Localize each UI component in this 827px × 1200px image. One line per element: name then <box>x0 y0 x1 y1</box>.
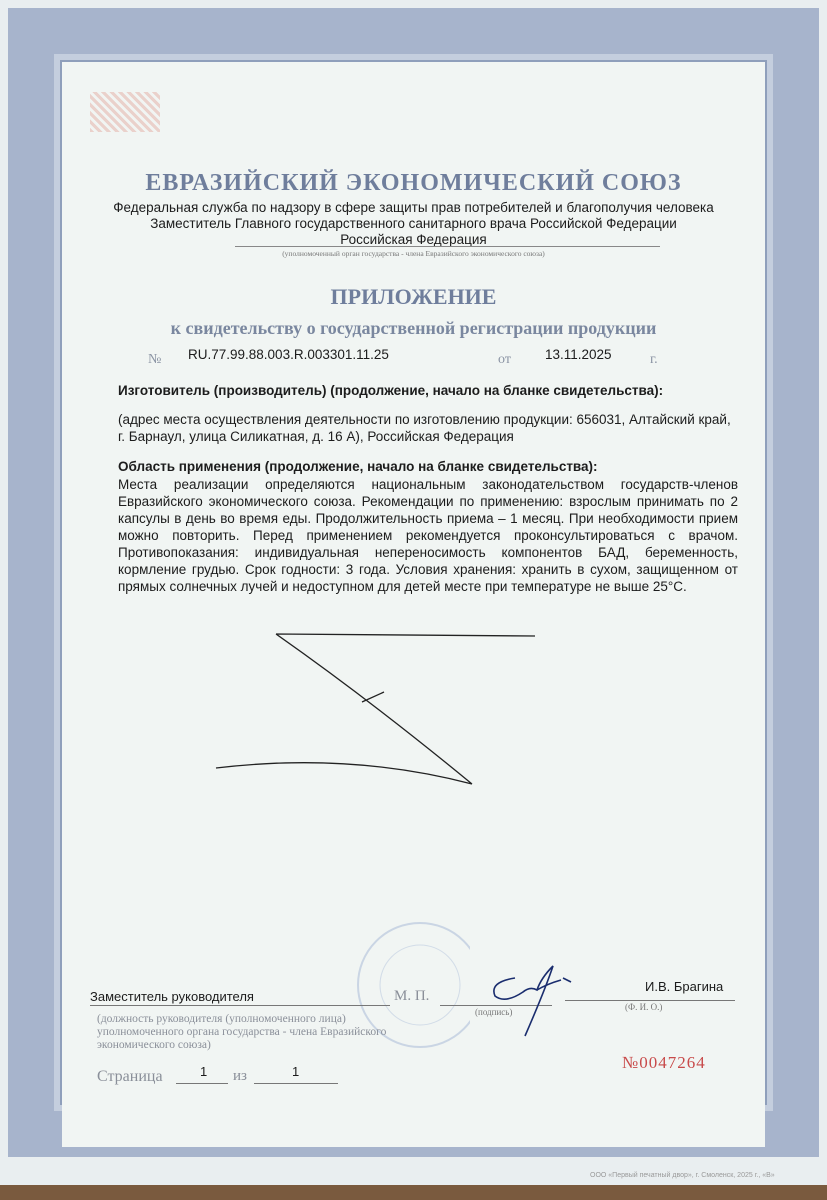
official-title: Заместитель Главного государственного санитарного врача Российской Федерации <box>150 216 677 231</box>
handwritten-signature <box>475 960 575 1040</box>
security-pattern <box>90 92 160 132</box>
subtitle: к свидетельству о государственной регистрации продукции <box>170 318 657 338</box>
agency-name: Федеральная служба по надзору в сфере защиты прав потребителей и благополучия человека <box>113 200 714 215</box>
country: Российская Федерация <box>340 232 487 247</box>
seal-place-label: М. П. <box>394 988 430 1004</box>
printer-imprint: ООО «Первый печатный двор», г. Смоленск, 2025 г., «В» <box>590 1172 775 1179</box>
position-caption: (должность руководителя (уполномоченного лица) уполномоченного органа государства - члена Евразийского экономического союза) <box>97 1013 387 1051</box>
signature-caption: (подпись) <box>475 1007 513 1017</box>
signatory-position: Заместитель руководителя <box>90 989 254 1004</box>
of-label: из <box>233 1068 247 1084</box>
page-title: ПРИЛОЖЕНИЕ <box>330 284 497 309</box>
serial-number: №0047264 <box>622 1053 706 1072</box>
z-strike-mark <box>200 620 560 790</box>
year-label: г. <box>650 352 658 367</box>
scope-heading: Область применения (продолжение, начало на бланке свидетельства): <box>118 459 598 474</box>
page-label: Страница <box>97 1068 163 1085</box>
agency-caption: (уполномоченный орган государства - члена Евразийского экономического союза) <box>282 249 545 258</box>
name-caption: (Ф. И. О.) <box>625 1002 663 1012</box>
scope-text: Места реализации определяются национальным законодательством государств-членов Евразийского экономического союза. Рекомендации по применению: взрослым принимать по 2 капсулы в день во время еды. Продолжительность приема – 1 месяц. При необходимости прием можно повторить. Перед применением рекомендуется проконсультироваться с врачом. Противопоказания: индивидуальная непереносимость компонентов БАД, беременность, кормление грудью. Срок годности: 3 года. Условия хранения: хранить в сухом, защищенном от прямых солнечных лучей и недоступном для детей месте при температуре не выше 25°С. <box>118 477 738 594</box>
manufacturer-text: (адрес места осуществления деятельности по изготовлению продукции: 656031, Алтайский край, г. Барнаул, улица Силикатная, д. 16 А), Российская Федерация <box>118 412 731 444</box>
union-title: ЕВРАЗИЙСКИЙ ЭКОНОМИЧЕСКИЙ СОЮЗ <box>145 170 682 196</box>
manufacturer-heading: Изготовитель (производитель) (продолжение, начало на бланке свидетельства): <box>118 383 664 398</box>
from-label: от <box>498 352 511 367</box>
registration-date: 13.11.2025 <box>545 347 612 362</box>
signatory-name: И.В. Брагина <box>645 979 724 994</box>
number-label: № <box>148 352 162 367</box>
page-total: 1 <box>292 1064 300 1079</box>
registration-number: RU.77.99.88.003.R.003301.11.25 <box>188 347 389 362</box>
page-current: 1 <box>200 1064 208 1079</box>
